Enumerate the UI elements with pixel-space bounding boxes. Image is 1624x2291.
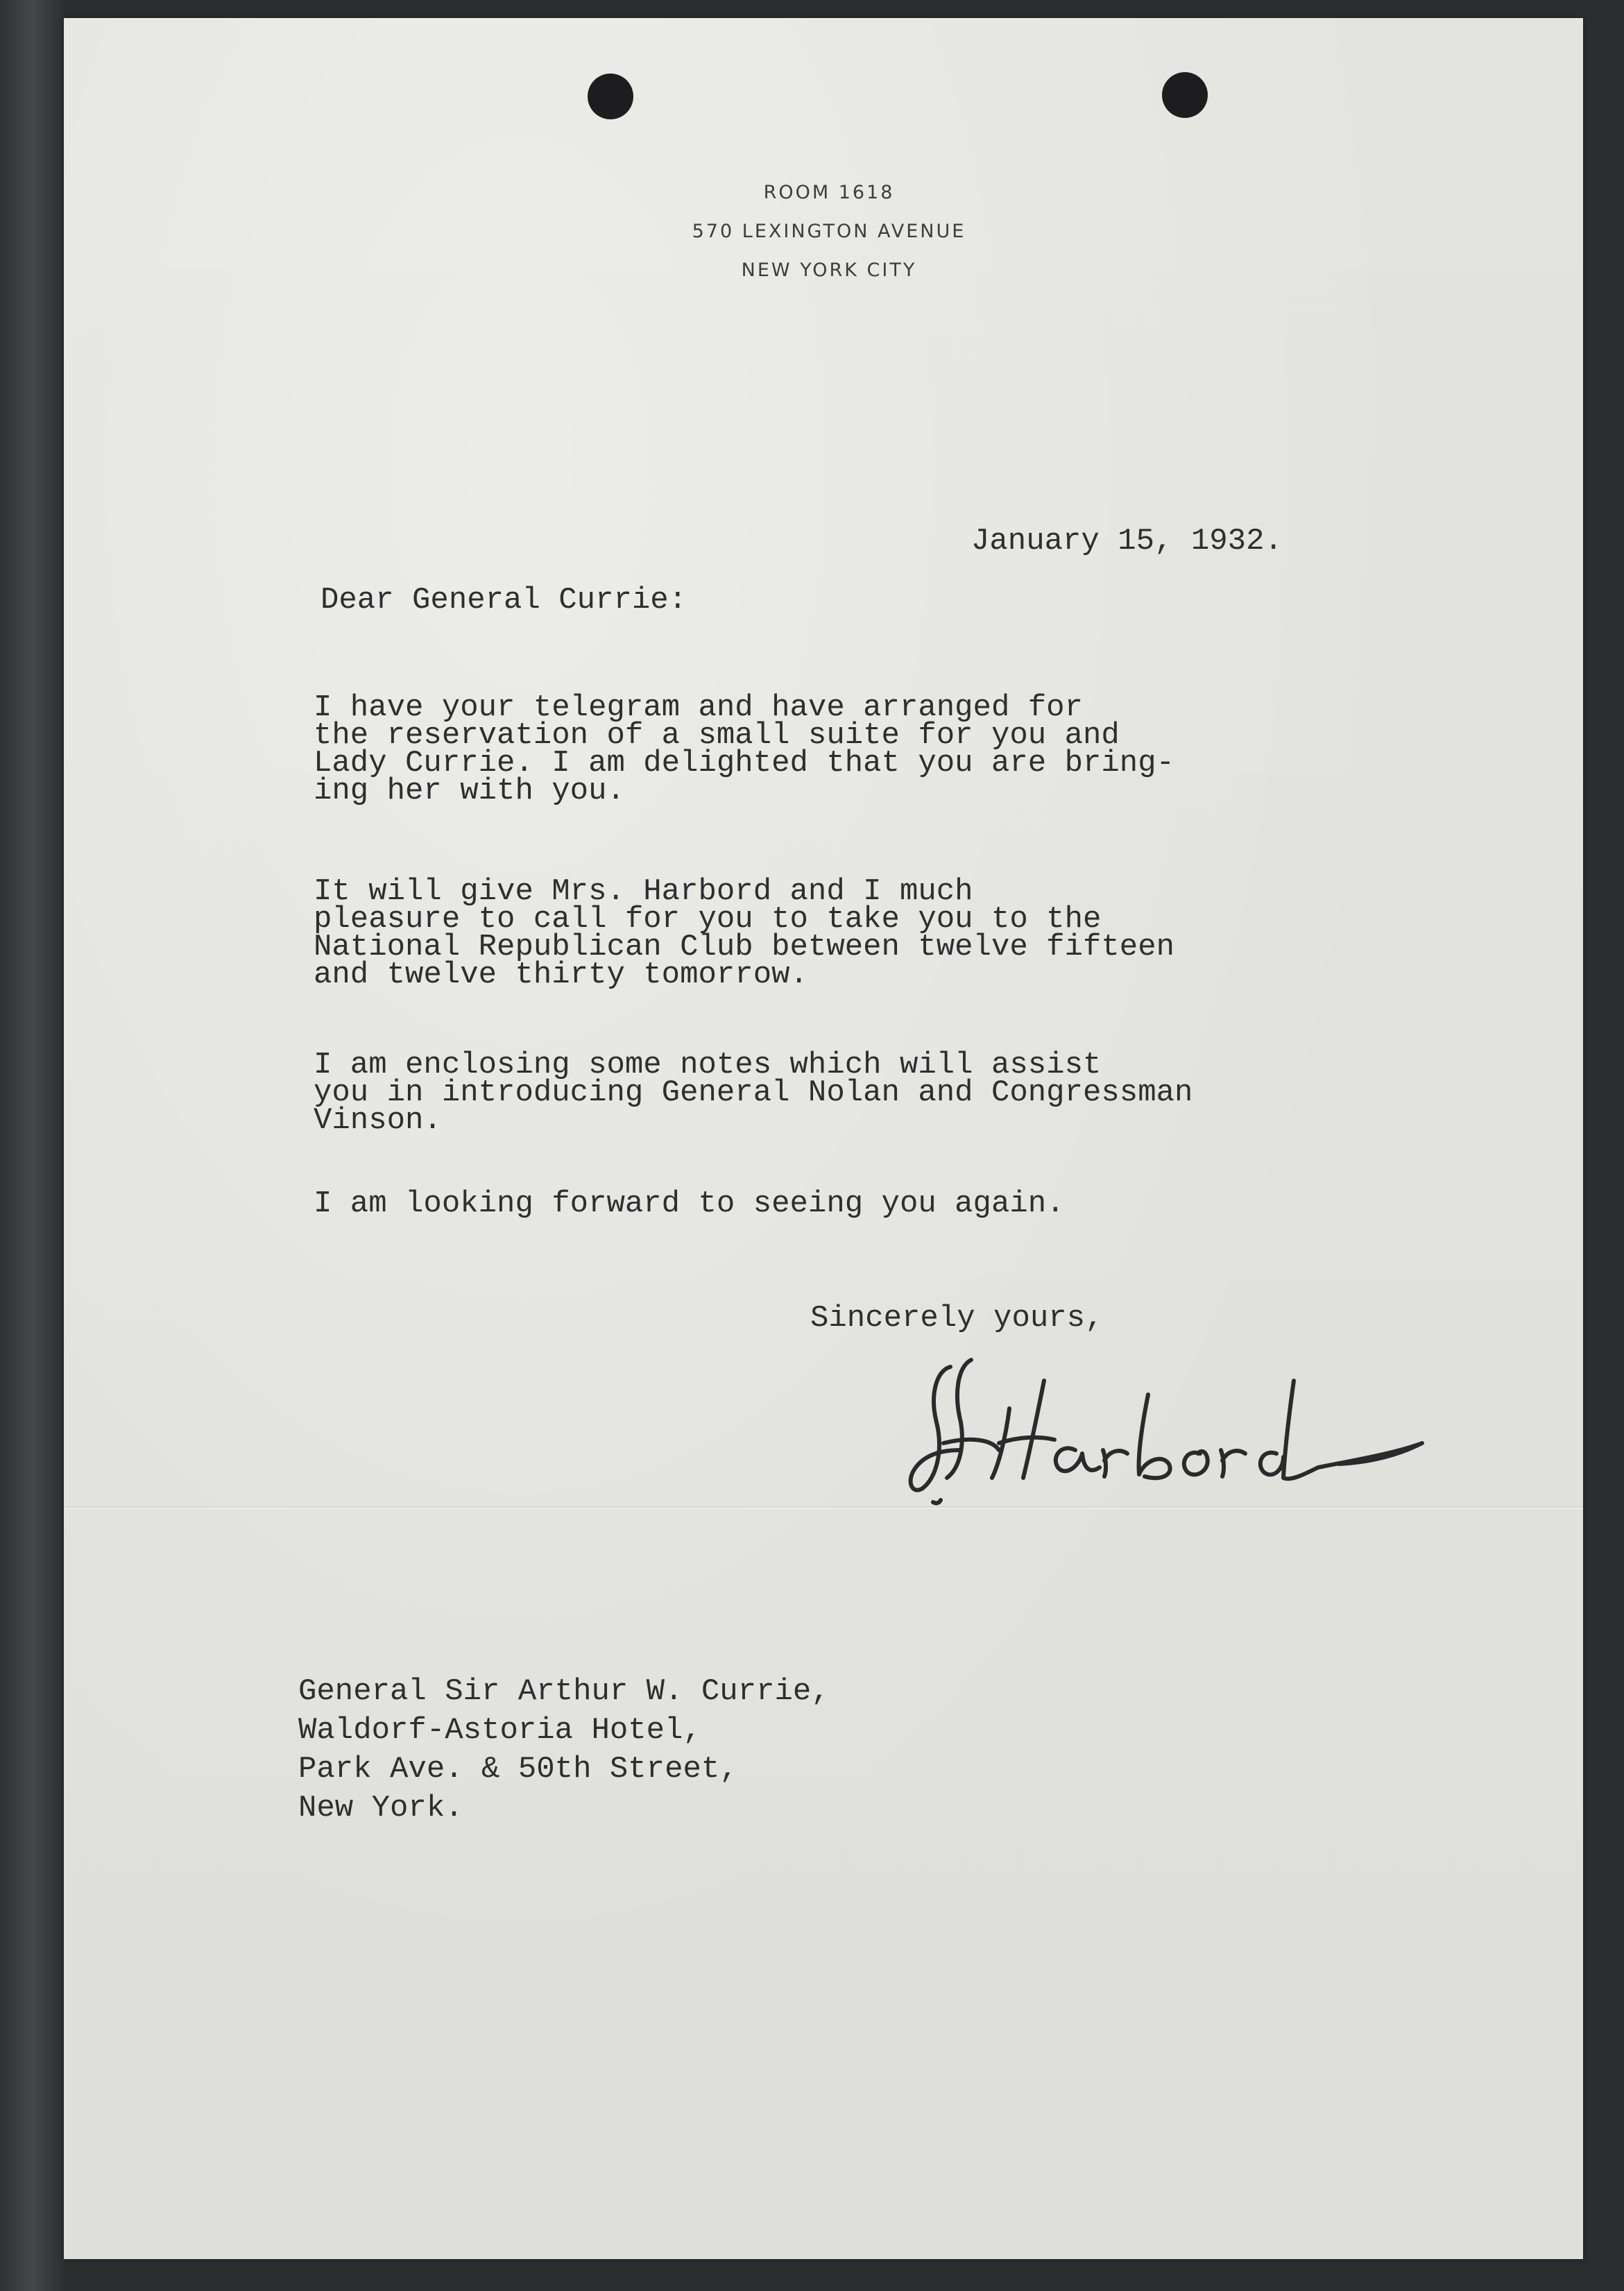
handwritten-signature — [895, 1339, 1450, 1513]
paragraph-1: I have your telegram and have arranged for the reservation of a small suite for you and Lady Currie. I am delighted that you are bring- ing her with you. — [314, 690, 1175, 808]
paragraph-2: It will give Mrs. Harbord and I much pleasure to call for you to take you to the National Republican Club between twelve fifteen and twelve thirty tomorrow. — [314, 874, 1175, 992]
salutation: Dear General Currie: — [320, 583, 687, 618]
punch-hole-right — [1162, 72, 1208, 118]
punch-hole-left — [588, 74, 633, 119]
closing: Sincerely yours, — [810, 1301, 1104, 1336]
letter-date: January 15, 1932. — [971, 524, 1283, 559]
recipient-line-2: Waldorf-Astoria Hotel, — [298, 1713, 701, 1748]
letterhead-room: ROOM 1618 — [763, 182, 895, 203]
recipient-address — [298, 1672, 830, 1828]
recipient-line-3: Park Ave. & 50th Street, — [298, 1752, 738, 1787]
recipient-line-4: New York. — [298, 1791, 463, 1825]
letterhead-street: 570 LEXINGTON AVENUE — [692, 221, 966, 242]
recipient-line-1: General Sir Arthur W. Currie, — [298, 1674, 830, 1709]
paragraph-4: I am looking forward to seeing you again. — [314, 1186, 1065, 1221]
letterhead — [555, 173, 1103, 290]
letterhead-city: NEW YORK CITY — [741, 259, 917, 281]
letter-page — [64, 18, 1583, 2259]
paragraph-3: I am enclosing some notes which will assist you in introducing General Nolan and Congressman Vinson. — [314, 1048, 1193, 1138]
